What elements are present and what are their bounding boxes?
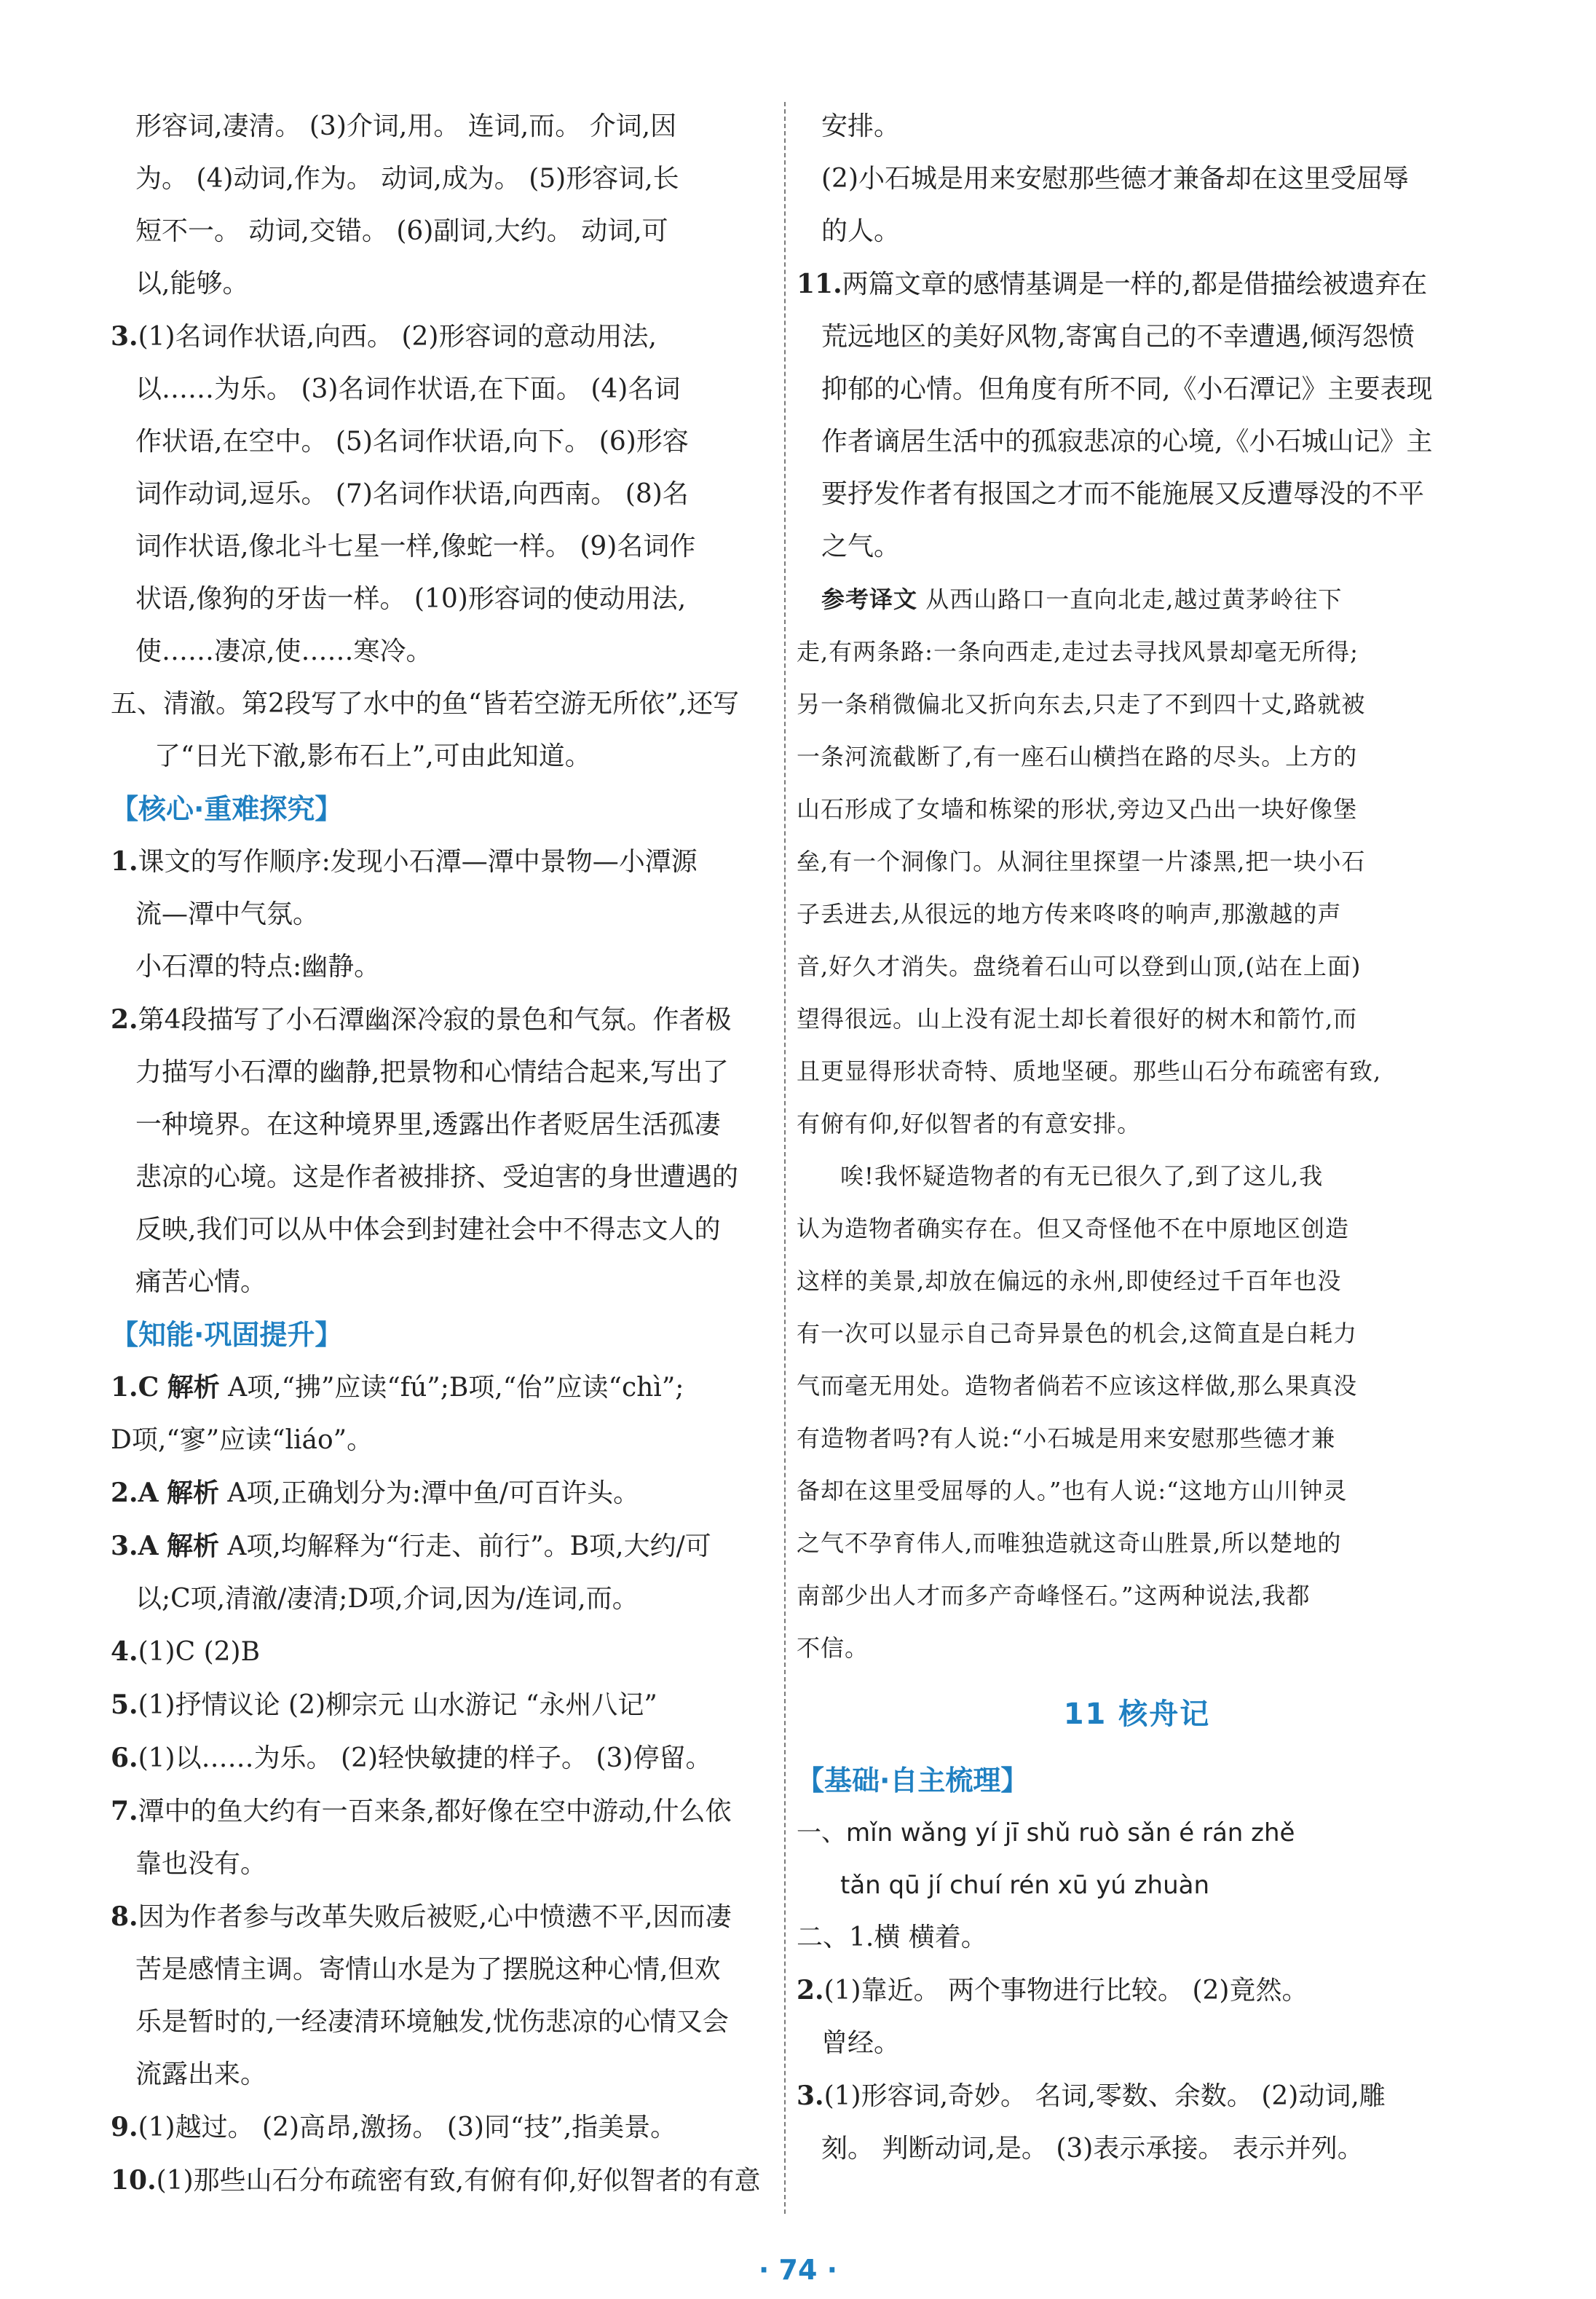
text-line: 刻。 判断动词,是。 (3)表示承接。 表示并列。 bbox=[821, 2134, 1364, 2164]
translation-label: 参考译文 bbox=[821, 585, 918, 613]
item-number: 2.A bbox=[111, 1478, 159, 1508]
answer-item bbox=[797, 258, 1477, 311]
text-line: 以;C项,清澈/凄清;D项,介词,因为/连词,而。 bbox=[135, 1584, 639, 1614]
item-number: 4. bbox=[111, 1636, 138, 1667]
translation-line bbox=[797, 573, 1477, 626]
answer-item bbox=[111, 1785, 773, 1838]
text-line: 靠也没有。 bbox=[135, 1849, 267, 1879]
answer-item bbox=[797, 2070, 1477, 2123]
item-number: 3. bbox=[797, 2081, 824, 2111]
item-text: 课文的写作顺序:发现小石潭—潭中景物—小潭源 bbox=[138, 847, 698, 877]
translation-line: 有俯有仰,好似智者的有意安排。 bbox=[797, 1110, 1142, 1137]
text-line: 要抒发作者有报国之才而不能施展又反遭辱没的不平 bbox=[821, 479, 1425, 509]
text-line: 乐是暂时的,一经凄清环境触发,忧伤悲凉的心情又会 bbox=[135, 2007, 729, 2037]
section-heading-skill: 【知能·巩固提升】 bbox=[111, 1319, 343, 1351]
translation-line: 音,好久才消失。盘绕着石山可以登到山顶,(站在上面) bbox=[797, 953, 1362, 980]
text-line: 词作动词,逗乐。 (7)名词作状语,向西南。 (8)名 bbox=[135, 479, 689, 509]
translation-line: 之气不孕育伟人,而唯独造就这奇山胜景,所以楚地的 bbox=[797, 1529, 1342, 1557]
item-text: (1)那些山石分布疏密有致,有俯有仰,好似智者的有意 bbox=[156, 2166, 761, 2196]
item-number: 3.A bbox=[111, 1531, 159, 1561]
translation-line: 垒,有一个洞像门。从洞往里探望一片漆黑,把一块小石 bbox=[797, 848, 1366, 875]
translation-line: 另一条稍微偏北又折向东去,只走了不到四十丈,路就被 bbox=[797, 690, 1366, 718]
item-text: A项,均解释为“行走、前行”。B项,大约/可 bbox=[218, 1531, 711, 1561]
translation-line: 且更显得形状奇特、质地坚硬。那些山石分布疏密有致, bbox=[797, 1057, 1382, 1085]
column-divider bbox=[784, 102, 787, 2214]
text-line: 力描写小石潭的幽静,把景物和心情结合起来,写出了 bbox=[135, 1057, 729, 1087]
item-number: 8. bbox=[111, 1901, 138, 1932]
translation-line: 走,有两条路:一条向西走,走过去寻找风景却毫无所得; bbox=[797, 638, 1359, 666]
section-heading-core: 【核心·重难探究】 bbox=[111, 793, 343, 825]
item-text: 因为作者参与改革失败后被贬,心中愤懑不平,因而凄 bbox=[138, 1902, 732, 1932]
item-text: (1)越过。 (2)高昂,激扬。 (3)同“技”,指美景。 bbox=[138, 2113, 677, 2142]
item-text: (1)靠近。 两个事物进行比较。 (2)竟然。 bbox=[823, 1976, 1308, 2006]
answer-item bbox=[111, 1625, 773, 1679]
item-text: 第4段描写了小石潭幽深冷寂的景色和气氛。作者极 bbox=[138, 1005, 732, 1035]
text-line: 使……凄凉,使……寒冷。 bbox=[135, 636, 432, 666]
item-number: 1. bbox=[111, 846, 138, 877]
page-number: · 74 · bbox=[758, 2254, 838, 2286]
text-line: 苦是感情主调。寄情山水是为了摆脱这种心情,但欢 bbox=[135, 1955, 721, 1984]
answer-item bbox=[111, 1890, 773, 1944]
translation-line: 有一次可以显示自己奇异景色的机会,这简直是白耗力 bbox=[797, 1320, 1358, 1347]
item-text: A项,正确划分为:潭中鱼/可百许头。 bbox=[218, 1478, 640, 1508]
text-line: 作状语,在空中。 (5)名词作状语,向下。 (6)形容 bbox=[135, 427, 689, 457]
text-line: 短不一。 动词,交错。 (6)副词,大约。 动词,可 bbox=[135, 216, 668, 246]
translation-line: 望得很远。山上没有泥土却长着很好的树木和箭竹,而 bbox=[797, 1005, 1358, 1033]
text-line: 二、1.横 横着。 bbox=[797, 1923, 987, 1952]
text-line: 悲凉的心境。这是作者被排挤、受迫害的身世遭遇的 bbox=[135, 1162, 739, 1192]
text-line: 一种境界。在这种境界里,透露出作者贬居生活孤凄 bbox=[135, 1110, 721, 1140]
translation-line: 唉!我怀疑造物者的有无已很久了,到了这儿,我 bbox=[840, 1162, 1324, 1190]
pinyin-line: 一、mǐn wǎng yí jī shǔ ruò sǎn é rán zhě bbox=[797, 1818, 1295, 1848]
answer-item bbox=[111, 1467, 773, 1520]
item-number: 6. bbox=[111, 1743, 138, 1773]
item-number: 3. bbox=[111, 321, 138, 352]
text-line: 小石潭的特点:幽静。 bbox=[135, 952, 381, 982]
item-number: 1.C bbox=[111, 1372, 159, 1403]
text-line: 以……为乐。 (3)名词作状语,在下面。 (4)名词 bbox=[135, 374, 681, 404]
analysis-label: 解析 bbox=[166, 1478, 219, 1508]
answer-item bbox=[111, 2101, 773, 2154]
text-line: D项,“寥”应读“liáo”。 bbox=[111, 1425, 374, 1455]
item-text: 潭中的鱼大约有一百来条,都好像在空中游动,什么依 bbox=[138, 1797, 732, 1826]
text-line: 之气。 bbox=[821, 532, 901, 561]
left-column bbox=[111, 100, 773, 2207]
item-text: (1)以……为乐。 (2)轻快敏捷的样子。 (3)停留。 bbox=[138, 1743, 712, 1773]
text-line: 形容词,凄清。 (3)介词,用。 连词,而。 介词,因 bbox=[135, 111, 677, 141]
text-line: 痛苦心情。 bbox=[135, 1267, 267, 1297]
item-number: 5. bbox=[111, 1689, 138, 1720]
text-line: 安排。 bbox=[821, 111, 901, 141]
text-line: 五、清澈。第2段写了水中的鱼“皆若空游无所依”,还写 bbox=[111, 689, 740, 719]
text-line: (2)小石城是用来安慰那些德才兼备却在这里受屈辱 bbox=[821, 164, 1409, 194]
translation-line: 子丢进去,从很远的地方传来咚咚的响声,那激越的声 bbox=[797, 900, 1342, 928]
item-text: (1)C (2)B bbox=[138, 1637, 261, 1667]
translation-text: 从西山路口一直向北走,越过黄茅岭往下 bbox=[917, 585, 1343, 613]
item-number: 7. bbox=[111, 1796, 138, 1826]
text-line: 抑郁的心情。但角度有所不同,《小石潭记》主要表现 bbox=[821, 374, 1433, 404]
translation-line: 这样的美景,却放在偏远的永州,即使经过千百年也没 bbox=[797, 1267, 1342, 1295]
item-text: 两篇文章的感情基调是一样的,都是借描绘被遗弃在 bbox=[842, 269, 1428, 299]
answer-item bbox=[111, 1520, 773, 1573]
item-text: (1)抒情议论 (2)柳宗元 山水游记 “永州八记” bbox=[138, 1690, 657, 1720]
item-text: A项,“拂”应读“fú”;B项,“佁”应读“chì”; bbox=[219, 1373, 684, 1403]
answer-item bbox=[111, 835, 773, 888]
text-line: 荒远地区的美好风物,寄寓自己的不幸遭遇,倾泻怨愤 bbox=[821, 322, 1415, 352]
analysis-label: 解析 bbox=[166, 1531, 219, 1561]
text-line: 了“日光下澈,影布石上”,可由此知道。 bbox=[154, 741, 591, 771]
text-line: 以,能够。 bbox=[135, 269, 249, 299]
text-line: 词作状语,像北斗七星一样,像蛇一样。 (9)名词作 bbox=[135, 532, 696, 561]
translation-line: 认为造物者确实存在。但又奇怪他不在中原地区创造 bbox=[797, 1215, 1350, 1242]
item-number: 2. bbox=[111, 1004, 138, 1035]
answer-item bbox=[111, 1361, 773, 1414]
answer-item bbox=[111, 1679, 773, 1732]
answer-item bbox=[797, 1964, 1477, 2017]
answer-item bbox=[111, 993, 773, 1046]
text-line: 为。 (4)动词,作为。 动词,成为。 (5)形容词,长 bbox=[135, 164, 679, 194]
item-number: 10. bbox=[111, 2165, 157, 2196]
text-line: 反映,我们可以从中体会到封建社会中不得志文人的 bbox=[135, 1215, 721, 1245]
text-line: 流—潭中气氛。 bbox=[135, 899, 320, 929]
translation-line: 有造物者吗?有人说:“小石城是用来安慰那些德才兼 bbox=[797, 1424, 1336, 1452]
text-line: 作者谪居生活中的孤寂悲凉的心境,《小石城山记》主 bbox=[821, 427, 1433, 457]
item-number: 2. bbox=[797, 1975, 824, 2006]
text-line: 曾经。 bbox=[821, 2028, 901, 2058]
answer-item bbox=[111, 1732, 773, 1785]
item-number: 9. bbox=[111, 2112, 138, 2142]
text-line: 的人。 bbox=[821, 216, 901, 246]
text-line: 状语,像狗的牙齿一样。 (10)形容词的使动用法, bbox=[135, 584, 687, 614]
answer-item bbox=[111, 310, 773, 363]
translation-line: 不信。 bbox=[797, 1634, 869, 1662]
translation-line: 气而毫无用处。造物者倘若不应该这样做,那么果真没 bbox=[797, 1372, 1358, 1400]
translation-line: 山石形成了女墙和栋梁的形状,旁边又凸出一块好像堡 bbox=[797, 795, 1358, 823]
item-text: (1)形容词,奇妙。 名词,零数、余数。 (2)动词,雕 bbox=[823, 2081, 1386, 2111]
answer-item bbox=[111, 2154, 773, 2207]
right-column bbox=[797, 100, 1477, 2175]
item-text: (1)名词作状语,向西。 (2)形容词的意动用法, bbox=[138, 322, 657, 352]
pinyin-line: tǎn qū jí chuí rén xū yú zhuàn bbox=[840, 1871, 1209, 1900]
translation-line: 南部少出人才而多产奇峰怪石。”这两种说法,我都 bbox=[797, 1582, 1311, 1609]
translation-line: 一条河流截断了,有一座石山横挡在路的尽头。上方的 bbox=[797, 743, 1358, 770]
section-heading-base: 【基础·自主梳理】 bbox=[797, 1764, 1029, 1797]
analysis-label: 解析 bbox=[167, 1373, 220, 1403]
lesson-title: 11 核舟记 bbox=[1063, 1697, 1211, 1731]
translation-line: 备却在这里受屈辱的人。”也有人说:“这地方山川钟灵 bbox=[797, 1477, 1348, 1505]
item-number: 11. bbox=[797, 269, 842, 299]
text-line: 流露出来。 bbox=[135, 2059, 267, 2089]
